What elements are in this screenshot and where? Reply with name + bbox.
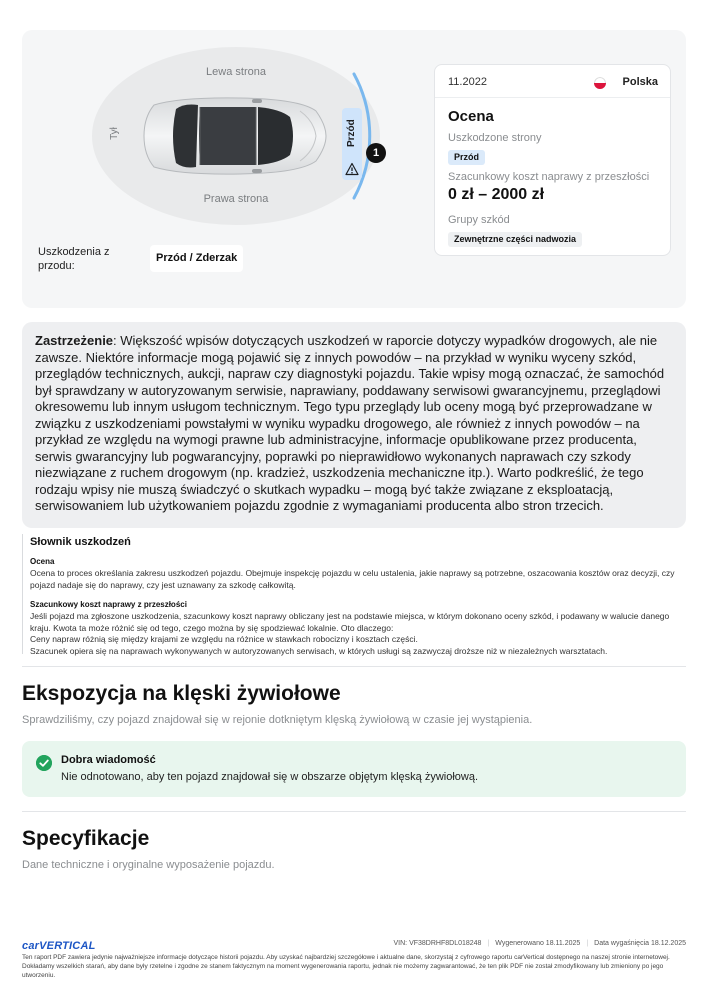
disclaimer-lead: Zastrzeżenie: [35, 333, 114, 348]
assessment-panel: [434, 64, 671, 256]
footer-note: Ten raport PDF zawiera jedynie najważniejsze informacje dotyczące historii pojazdu. Aby uzyskać najbardziej szczegółowe i aktualne dane, skorzystaj z cyfrowego raportu carVertical dostępnego na naszej stronie internetowej. Dokładamy wszelkich starań, aby dane były rzetelne i zgodne ze stanem faktycznym na moment wygenerowania raportu, jednak nie możemy zagwarantować, że ten plik PDF nie został zmodyfikowany lub zmieniony po jego utworzeniu.: [22, 954, 670, 979]
damage-group-chip: Zewnętrzne części nadwozia: [448, 232, 582, 247]
glossary-definition: Jeśli pojazd ma zgłoszone uszkodzenia, szacunkowy koszt naprawy obliczany jest na podstawie miejsca, w którym dokonano oceny szkód, i podawany w walucie danego kraju. Kwota ta może różnić się od tego, czego można by się spodziewać lokalnie. Oto dlaczego:: [30, 611, 670, 633]
damage-row-value: Przód / Zderzak: [150, 245, 243, 272]
vin-text: VIN: VF38DRHF8DL018248: [393, 940, 482, 947]
car-top-view-icon: [140, 95, 328, 177]
right-side-label: Prawa strona: [203, 193, 269, 205]
divider: [22, 666, 686, 667]
divider: [22, 811, 686, 812]
glossary-term: Ocena: [30, 557, 55, 566]
glossary-definition: Szacunek opiera się na naprawach wykonywanych w autoryzowanych serwisach, w których usługi są zazwyczaj droższe niż w niezależnych warsztatach.: [30, 645, 608, 656]
assessment-date: 11.2022: [448, 76, 487, 88]
glossary-definition: Ocena to proces określania zakresu uszkodzeń pojazdu. Obejmuje inspekcję pojazdu w celu ustalenia, jakie naprawy są potrzebne, oszacowania kosztów oraz decyzji, czy pojazd nadaje się do naprawy, czy jest uznawany za szkodę całkowitą.: [30, 568, 675, 590]
warning-icon: [345, 162, 359, 176]
good-news-box: [22, 741, 686, 797]
damage-groups-label: Grupy szkód: [448, 214, 510, 226]
repair-cost-label: Szacunkowy koszt naprawy z przeszłości: [448, 171, 650, 183]
disclaimer-box: [22, 322, 686, 528]
glossary-title: Słownik uszkodzeń: [30, 536, 131, 548]
check-circle-icon: [36, 755, 52, 771]
assessment-country: Polska: [622, 76, 658, 88]
glossary-term: Szacunkowy koszt naprawy z przeszłości: [30, 600, 187, 609]
glossary-definition: Ceny napraw różnią się między krajami ze względu na różnice w stawkach robocizny i kosztach części.: [30, 634, 418, 644]
damage-glossary: [22, 534, 686, 654]
carvertical-logo: carVERTICAL: [22, 940, 96, 952]
car-diagram: [92, 47, 380, 225]
damaged-sides-label: Uszkodzone strony: [448, 132, 542, 144]
good-news-title: Dobra wiadomość: [61, 754, 156, 766]
damaged-side-chip: Przód: [448, 150, 485, 165]
expiry-date: Data wygaśnięcia 18.12.2025: [594, 940, 686, 947]
specs-heading: Specyfikacje: [22, 827, 150, 850]
exposure-heading: Ekspozycja na klęski żywiołowe: [22, 682, 341, 705]
assessment-header: [435, 65, 670, 98]
left-side-label: Lewa strona: [206, 66, 266, 78]
damage-marker[interactable]: 1: [366, 143, 386, 163]
poland-flag-icon: [594, 77, 606, 89]
rear-label: Tył: [108, 127, 120, 140]
damage-card: [22, 30, 686, 308]
front-label: Przód: [346, 119, 357, 147]
disclaimer-text: : Większość wpisów dotyczących uszkodzeń w raporcie dotyczy wypadków drogowych, ale nie zawsze. Niektóre informacje mogą pojawić się z innych powodów – na przykład w wyniku wyceny szkód, przeglądów technicznych, aukcji, napraw czy diagnostyki pojazdu. Takie wpisy mogą oznaczać, że samochód był sprawdzany w autoryzowanym serwisie, naprawiany, poddawany serwisowi gwarancyjnemu, przeglądowi okresowemu lub innym usługom technicznym. Tego typu przeglądy lub oceny mogą być przeprowadzane w związku z uszkodzeniami powstałymi w wyniku wypadku drogowego, ale również z innych powodów – na przykład ze względu na wymogi prawne lub administracyjne, informacje opublikowane przez producenta, serwis gwarancyjny lub pogwarancyjny, poprawki po nieprawidłowo wykonanych naprawach czy szkody niezwiązane z ruchem drogowym (np. kradzież, uszkodzenia mechaniczne itp.). Warto podkreślić, że tego rodzaju wpisy nie muszą świadczyć o skutkach wypadku – mogą być także związane z eksploatacją, serwisowaniem lub użytkowaniem pojazdu zgodnie z wymaganiami producenta albo stron trzecich.: [35, 333, 665, 513]
report-meta: VIN: VF38DRHF8DL018248 | Wygenerowano 18.11.2025 | Data wygaśnięcia 18.12.2025: [393, 940, 686, 947]
repair-cost-value: 0 zł – 2000 zł: [448, 186, 545, 203]
generated-date: Wygenerowano 18.11.2025: [495, 940, 581, 947]
specs-subtitle: Dane techniczne i oryginalne wyposażenie pojazdu.: [22, 859, 275, 871]
assessment-title: Ocena: [448, 108, 494, 125]
damage-row-label: Uszkodzenia z przodu:: [38, 246, 110, 272]
front-tag[interactable]: [342, 108, 362, 180]
good-news-text: Nie odnotowano, aby ten pojazd znajdował się w obszarze objętym klęską żywiołową.: [61, 771, 479, 783]
exposure-subtitle: Sprawdziliśmy, czy pojazd znajdował się w rejonie dotkniętym klęską żywiołową w czasie jej wystąpienia.: [22, 714, 533, 726]
